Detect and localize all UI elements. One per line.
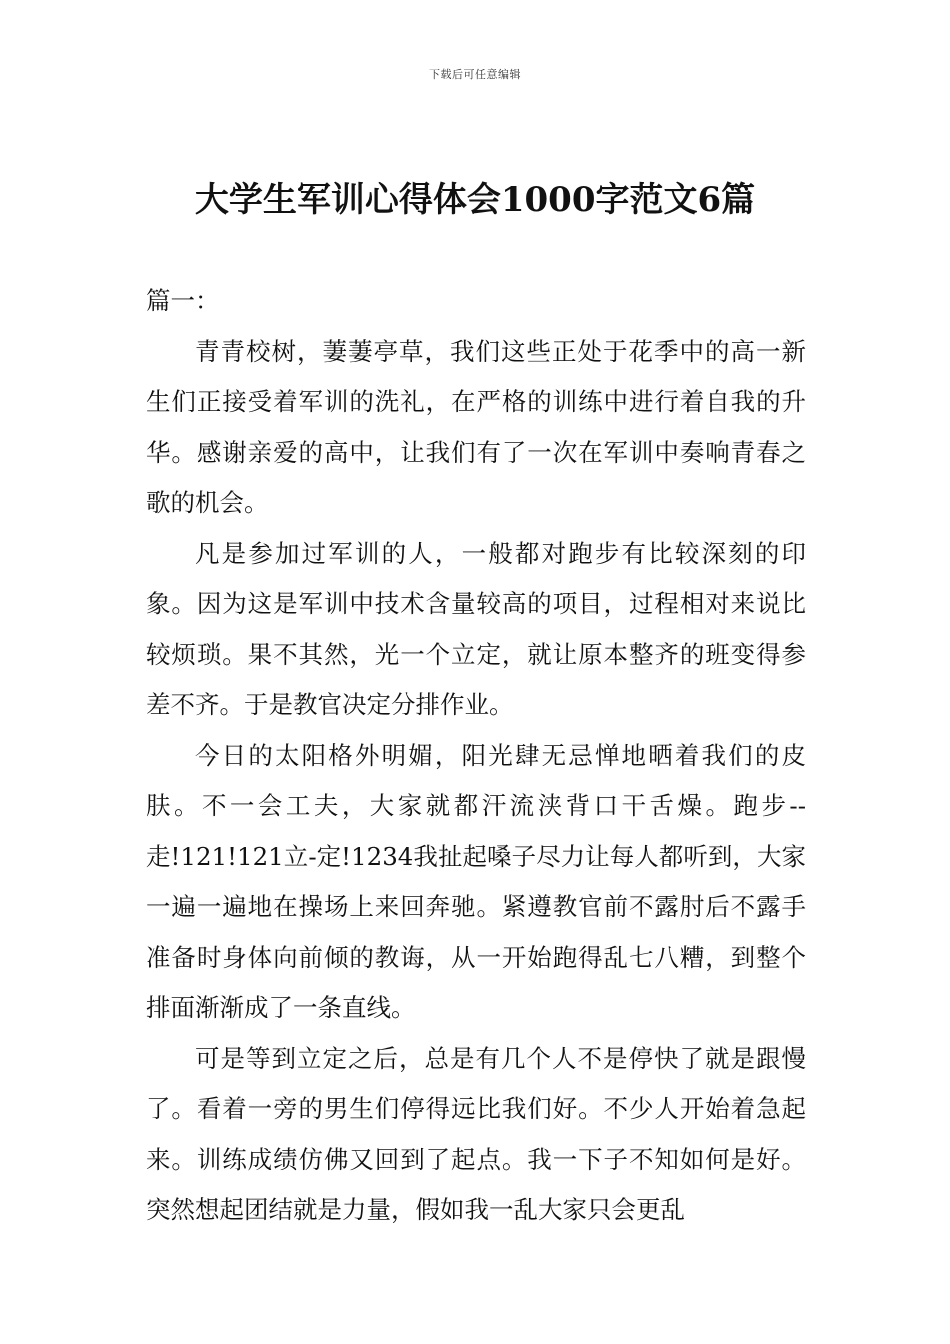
paragraph-4: 可是等到立定之后，总是有几个人不是停快了就是跟慢了。看着一旁的男生们停得远比我们好。不少人开始着急起来。训练成绩仿佛又回到了起点。我一下子不知如何是好。突然想起团结就是力量，假如我一乱大家只会更乱 xyxy=(146,1043,806,1224)
section-heading: 篇一： xyxy=(146,286,220,315)
paragraph-1: 青青校树，萋萋亭草，我们这些正处于花季中的高一新生们正接受着军训的洗礼，在严格的训练中进行着自我的升华。感谢亲爱的高中，让我们有了一次在军训中奏响青春之歌的机会。 xyxy=(146,336,806,517)
paragraph-3: 今日的太阳格外明媚，阳光肆无忌惮地晒着我们的皮肤。不一会工夫，大家就都汗流浃背口干舌燥。跑步--走!121!121立-定!1234我扯起嗓子尽力让每人都听到，大家一遍一遍地在操场上来回奔驰。紧遵教官前不露肘后不露手准备时身体向前倾的教诲，从一开始跑得乱七八糟，到整个排面渐渐成了一条直线。 xyxy=(146,740,806,1022)
paragraph-2: 凡是参加过军训的人，一般都对跑步有比较深刻的印象。因为这是军训中技术含量较高的项目，过程相对来说比较烦琐。果不其然，光一个立定，就让原本整齐的班变得参差不齐。于是教官决定分排作业。 xyxy=(146,538,806,719)
document-title: 大学生军训心得体会1000字范文6篇 xyxy=(194,180,756,220)
document-body xyxy=(146,276,806,1236)
page-header-note: 下载后可任意编辑 xyxy=(429,68,521,81)
